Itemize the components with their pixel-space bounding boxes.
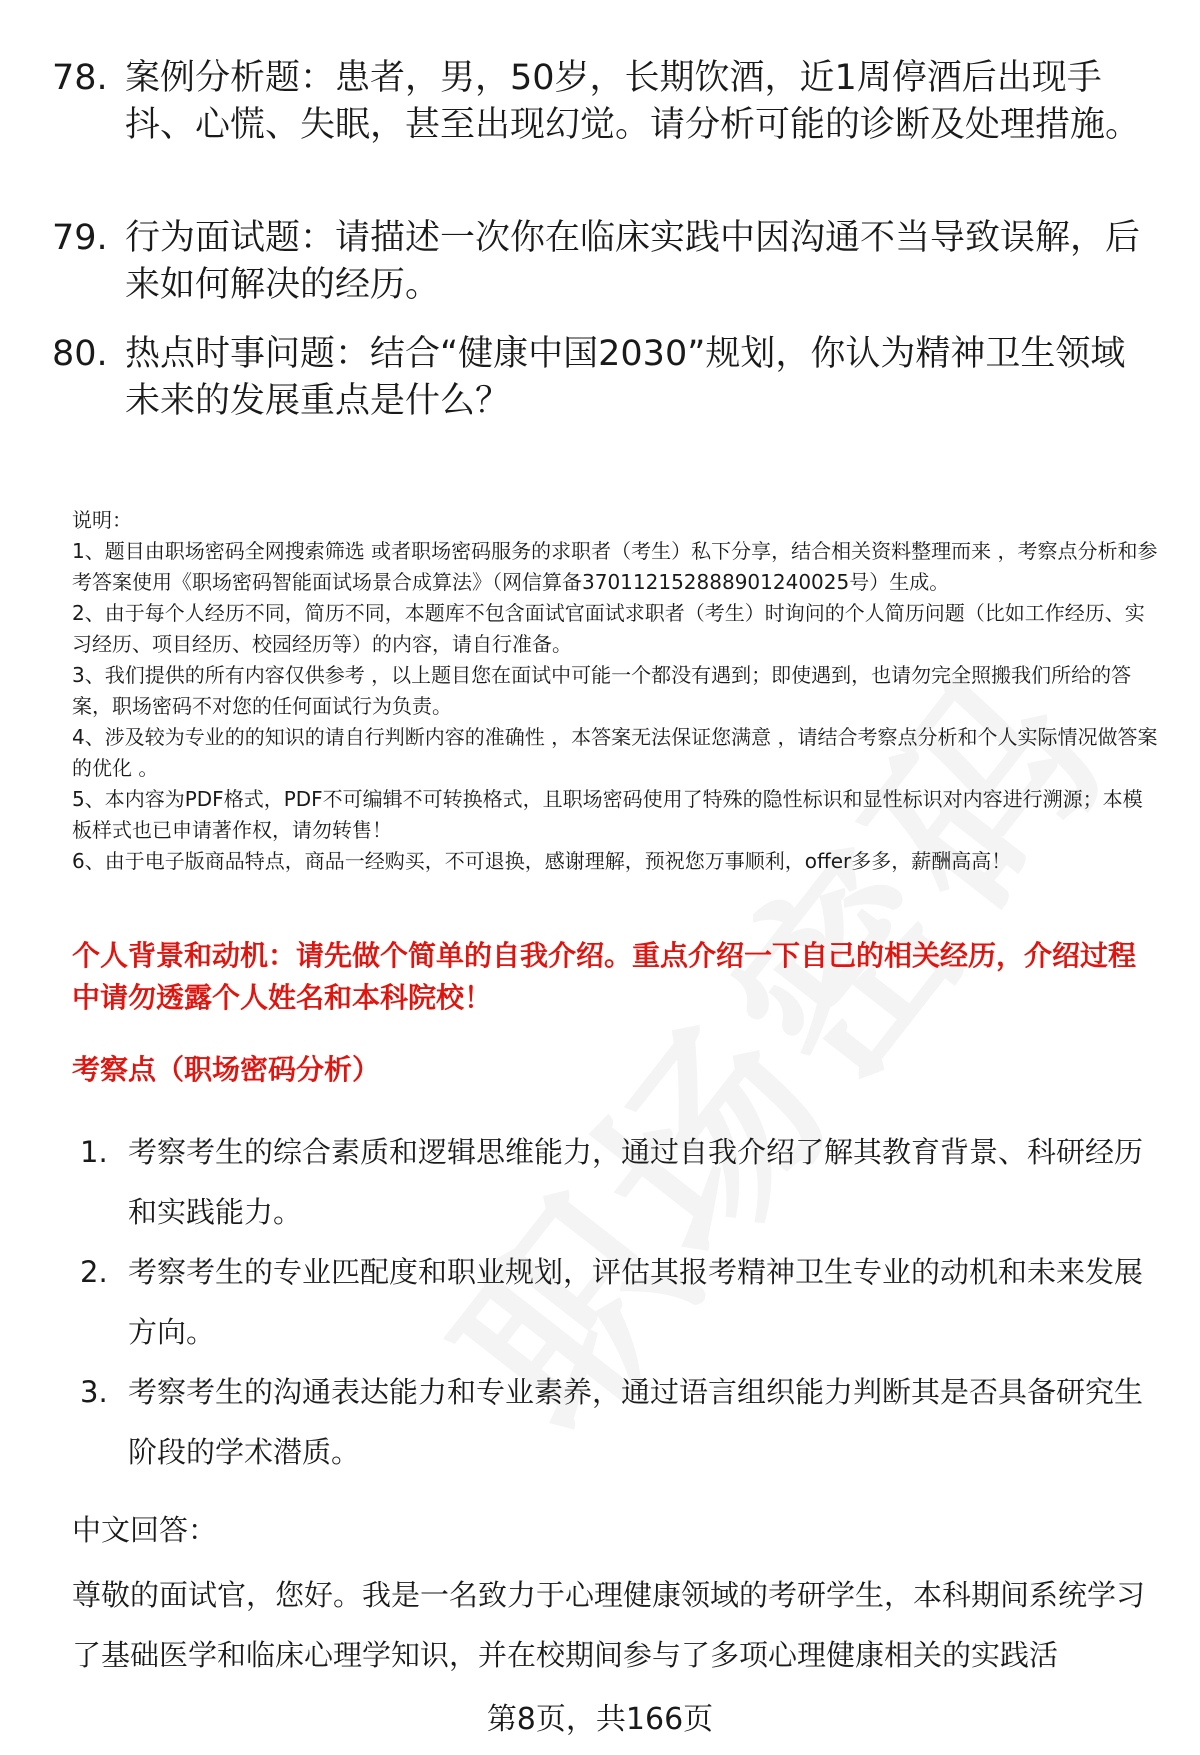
- question-78: [52, 55, 1162, 196]
- answer-text: 尊敬的面试官，您好。我是一名致力于心理健康领域的考研学生，本科期间系统学习了基础医学和临床心理学知识，并在校期间参与了多项心理健康相关的实践活: [72, 1578, 1146, 1672]
- note-item: 6、由于电子版商品特点，商品一经购买，不可退换，感谢理解，预祝您万事顺利，offer多多，薪酬高高！: [72, 849, 1012, 873]
- question-text: 案例分析题：患者，男，50岁，长期饮酒，近1周停酒后出现手抖、心慌、失眠，甚至出现幻觉。请分析可能的诊断及处理措施。: [125, 58, 1141, 145]
- question-number: 80.: [52, 334, 108, 374]
- question-80: [52, 331, 1162, 425]
- point-text: 考察考生的沟通表达能力和专业素养，通过语言组织能力判断其是否具备研究生阶段的学术潜质。: [128, 1375, 1144, 1469]
- page-number: 第8页，共166页: [486, 1702, 714, 1737]
- disclaimer-notes: [72, 505, 1162, 877]
- question-number: 78.: [52, 58, 108, 98]
- note-item: 4、涉及较为专业的的知识的请自行判断内容的准确性 ，本答案无法保证您满意 ，请结合考察点分析和个人实际情况做答案的优化 。: [72, 725, 1158, 780]
- note-item: 1、题目由职场密码全网搜索筛选 或者职场密码服务的求职者（考生）私下分享，结合相关资料整理而来 ，考察点分析和参考答案使用《职场密码智能面试场景合成算法》（网信算备370112152888901240025号）生成。: [72, 539, 1158, 594]
- section-title: 个人背景和动机：请先做个简单的自我介绍。重点介绍一下自己的相关经历，介绍过程中请勿透露个人姓名和本科院校！: [72, 939, 1137, 1014]
- point-text: 考察考生的综合素质和逻辑思维能力，通过自我介绍了解其教育背景、科研经历和实践能力。: [128, 1135, 1144, 1229]
- point-text: 考察考生的专业匹配度和职业规划，评估其报考精神卫生专业的动机和未来发展方向。: [128, 1255, 1144, 1349]
- analysis-points: [80, 1122, 1160, 1482]
- note-item: 5、本内容为PDF格式，PDF不可编辑不可转换格式，且职场密码使用了特殊的隐性标识和显性标识对内容进行溯源；本模板样式也已申请著作权，请勿转售！: [72, 787, 1143, 842]
- analysis-label: 考察点（职场密码分析）: [72, 1053, 381, 1086]
- list-item: [80, 1122, 1160, 1242]
- question-text: 热点时事问题：结合“健康中国2030”规划，你认为精神卫生领域未来的发展重点是什么？: [125, 334, 1126, 421]
- question-79: [52, 215, 1162, 309]
- notes-heading: 说明：: [72, 508, 132, 532]
- answer-label: 中文回答：: [72, 1513, 218, 1547]
- list-item: [80, 1362, 1160, 1482]
- point-number: 1.: [80, 1135, 108, 1169]
- note-item: 3、我们提供的所有内容仅供参考 ，以上题目您在面试中可能一个都没有遇到；即使遇到，也请勿完全照搬我们所给的答案，职场密码不对您的任何面试行为负责。: [72, 663, 1132, 718]
- list-item: [80, 1242, 1160, 1362]
- question-number: 79.: [52, 218, 108, 258]
- point-number: 2.: [80, 1255, 108, 1289]
- note-item: 2、由于每个人经历不同，简历不同，本题库不包含面试官面试求职者（考生）时询问的个人简历问题（比如工作经历、实习经历、项目经历、校园经历等）的内容，请自行准备。: [72, 601, 1145, 656]
- point-number: 3.: [80, 1375, 108, 1409]
- question-text: 行为面试题：请描述一次你在临床实践中因沟通不当导致误解，后来如何解决的经历。: [125, 218, 1141, 305]
